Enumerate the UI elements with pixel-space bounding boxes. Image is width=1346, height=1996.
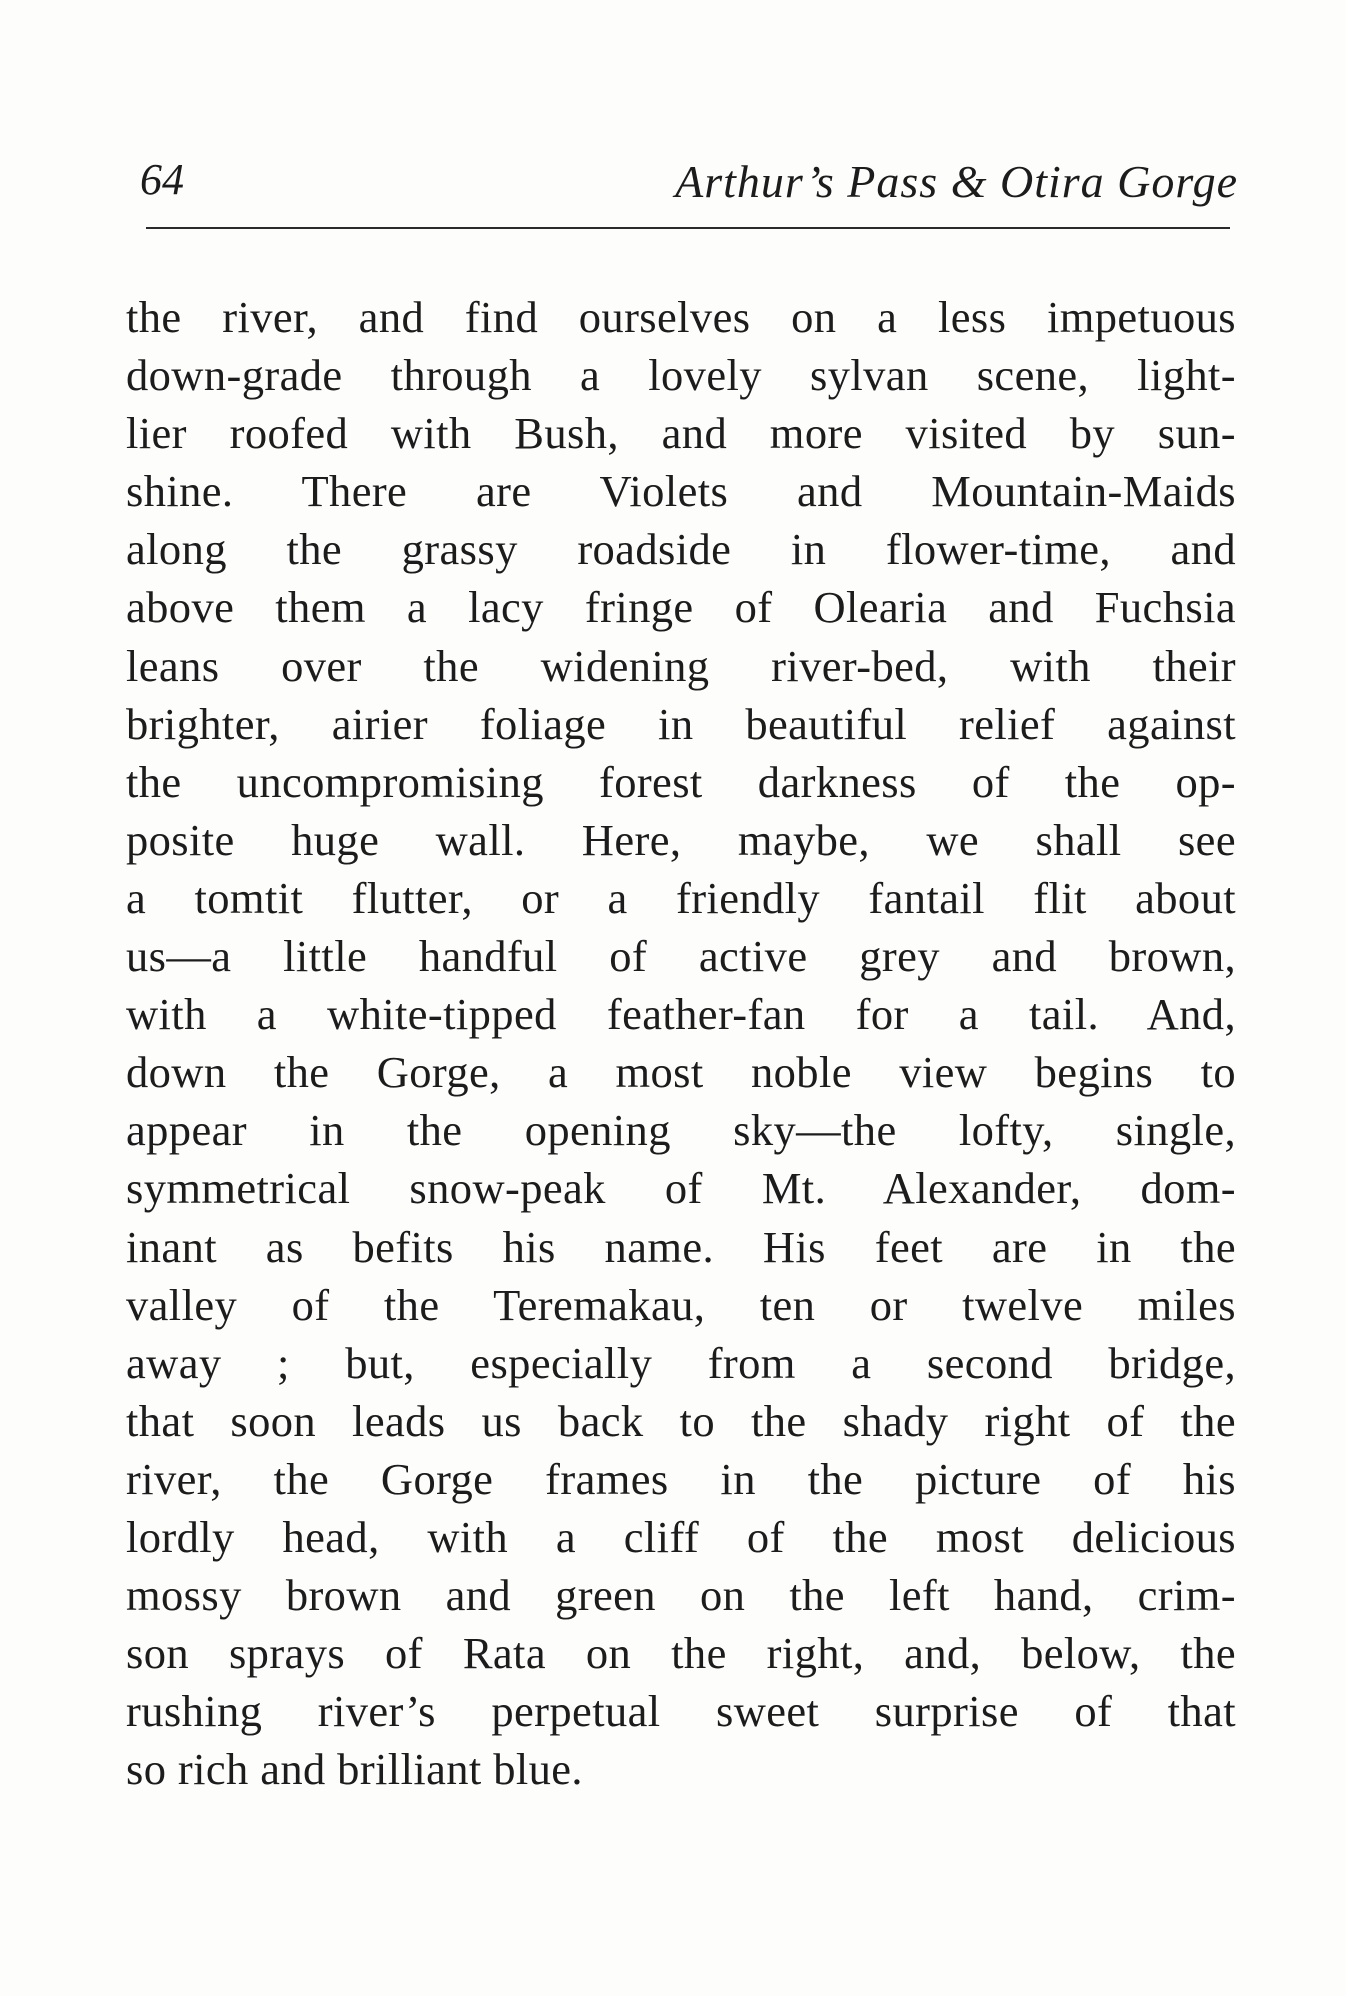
text-line: appear in the opening sky—the lofty, single, <box>126 1105 1236 1156</box>
text-line: brighter, airier foliage in beautiful relief against <box>126 698 1236 749</box>
header-rule <box>146 227 1230 229</box>
text-line: that soon leads us back to the shady right of the <box>126 1395 1236 1446</box>
text-line: the uncompromising forest darkness of the op- <box>126 756 1236 807</box>
body-paragraph <box>126 288 1236 1798</box>
text-line: down the Gorge, a most noble view begins to <box>126 1047 1236 1098</box>
text-line: river, the Gorge frames in the picture of his <box>126 1453 1236 1504</box>
text-line: down-grade through a lovely sylvan scene, light- <box>126 350 1236 401</box>
text-line: son sprays of Rata on the right, and, below, the <box>126 1628 1236 1679</box>
text-line: posite huge wall. Here, maybe, we shall see <box>126 814 1236 865</box>
page-header <box>140 150 1238 220</box>
text-line: symmetrical snow-peak of Mt. Alexander, dom- <box>126 1163 1236 1214</box>
text-line: rushing river’s perpetual sweet surprise of that <box>126 1686 1236 1737</box>
text-line: the river, and find ourselves on a less impetuous <box>126 292 1236 342</box>
text-line: shine. There are Violets and Mountain-Maids <box>126 466 1236 517</box>
text-line: valley of the Teremakau, ten or twelve miles <box>126 1279 1236 1330</box>
page-number: 64 <box>140 155 184 204</box>
text-line-last: so rich and brilliant blue. <box>126 1744 583 1795</box>
text-line: above them a lacy fringe of Olearia and Fuchsia <box>126 582 1236 633</box>
text-line: inant as befits his name. His feet are in the <box>126 1221 1236 1272</box>
text-line: us—a little handful of active grey and brown, <box>126 931 1236 982</box>
text-line: lordly head, with a cliff of the most delicious <box>126 1511 1236 1562</box>
text-line: a tomtit flutter, or a friendly fantail flit about <box>126 872 1236 923</box>
text-line: along the grassy roadside in flower-time, and <box>126 524 1236 575</box>
text-line: with a white-tipped feather-fan for a tail. And, <box>126 989 1236 1040</box>
text-line: lier roofed with Bush, and more visited by sun- <box>126 408 1236 459</box>
text-line: mossy brown and green on the left hand, crim- <box>126 1570 1236 1621</box>
text-line: away ; but, especially from a second bridge, <box>126 1337 1236 1388</box>
running-title: Arthur’s Pass & Otira Gorge <box>675 156 1238 207</box>
text-line: leans over the widening river-bed, with their <box>126 640 1236 691</box>
